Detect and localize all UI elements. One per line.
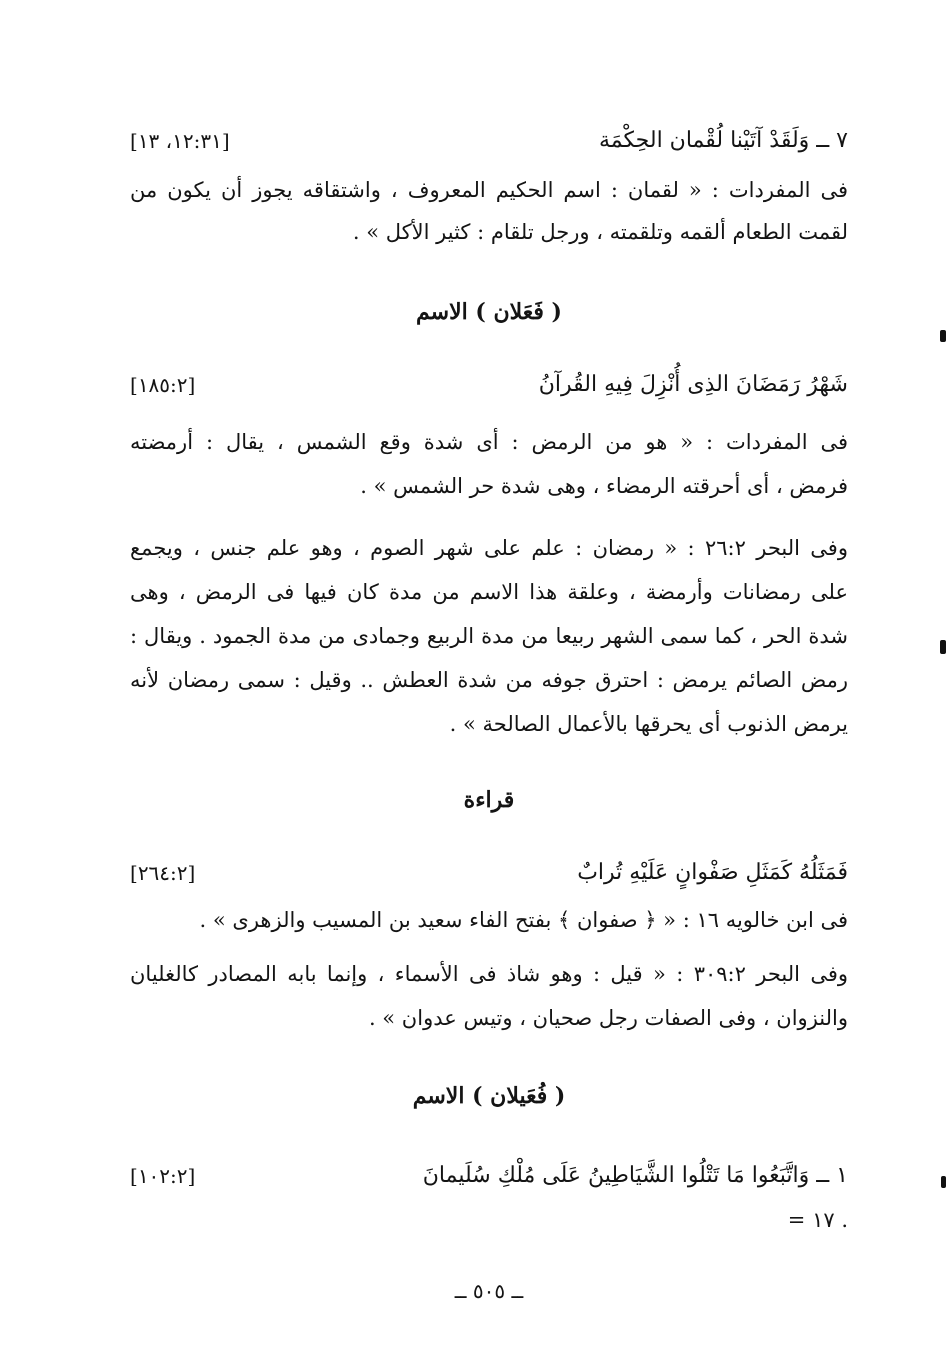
- verse-reference: [١٠٢:٢]: [130, 1164, 196, 1188]
- text-line: وفى البحر ٣٠٩:٢ : « قيل : وهو شاذ فى الأسماء ، وإنما بابه المصادر كالغليان: [130, 962, 848, 986]
- text-line: . ١٧ =: [787, 1208, 848, 1232]
- text-line: يرمض الذنوب أى يحرقها بالأعمال الصالحة » .: [449, 712, 848, 736]
- text-line: على رمضانات وأرمضة ، وعلقة هذا الاسم من مدة كان فيها فى الرمض ، وهى: [130, 580, 848, 604]
- scan-mark: [941, 1176, 946, 1188]
- quran-verse: شَهْرُ رَمَضَانَ الذِى أُنْزِلَ فِيهِ القُرآنُ: [538, 372, 848, 397]
- quran-verse: ١ ــ وَاتَّبَعُوا مَا تَتْلُوا الشَّيَاطِينُ عَلَى مُلْكِ سُلَيمانَ: [422, 1163, 848, 1188]
- scan-mark: [940, 330, 946, 342]
- text-line: فى المفردات : « لقمان : اسم الحكيم المعروف ، واشتقاقه يجوز أن يكون من: [130, 178, 848, 202]
- quran-verse: ٧ ــ وَلَقَدْ آتَيْنا لُقْمان الحِكْمَة: [599, 128, 848, 153]
- text-line: لقمت الطعام ألقمه وتلقمته ، ورجل تلقام : كثير الأكل » .: [352, 220, 848, 244]
- scan-mark: [940, 640, 946, 654]
- section-heading: ( فَعَلان ) الاسم: [416, 299, 562, 325]
- section-heading: ( فُعَيلان ) الاسم: [412, 1083, 566, 1109]
- text-line: رمض الصائم يرمض : احترق جوفه من شدة العطش .. وقيل : سمى رمضان لأنه: [130, 668, 848, 692]
- quran-verse: فَمَثَلُهُ كَمَثَلِ صَفْوانٍ عَلَيْهِ تُرابٌ: [577, 860, 848, 885]
- verse-reference: [١٨٥:٢]: [130, 373, 196, 397]
- verse-row: [130, 1155, 848, 1197]
- verse-row: [130, 852, 848, 894]
- text-line: فى المفردات : « هو من الرمض : أى شدة وقع الشمس ، يقال : أرمضته: [130, 430, 848, 454]
- verse-reference: [١٢:٣١، ١٣]: [130, 129, 230, 153]
- text-line: فى ابن خالويه ١٦ : « ﴿ صفوان ﴾ بفتح الفاء سعيد بن المسيب والزهرى » .: [199, 908, 848, 932]
- section-heading: قراءة: [463, 787, 515, 813]
- page-number: ــ ٥٠٥ ــ: [454, 1279, 524, 1303]
- verse-row: [130, 120, 848, 162]
- text-line: والنزوان ، وفى الصفات رجل صحيان ، وتيس عدوان » .: [368, 1006, 848, 1030]
- verse-row: [130, 364, 848, 406]
- verse-reference: [٢٦٤:٢]: [130, 861, 196, 885]
- text-line: وفى البحر ٢٦:٢ : « رمضان : علم على شهر الصوم ، وهو علم جنس ، ويجمع: [130, 536, 848, 560]
- text-line: شدة الحر ، كما سمى الشهر ربيعا من مدة الربيع وجمادى من مدة الجمود . ويقال :: [130, 624, 848, 648]
- text-line: فرمض ، أى أحرقته الرمضاء ، وهى شدة حر الشمس » .: [360, 474, 848, 498]
